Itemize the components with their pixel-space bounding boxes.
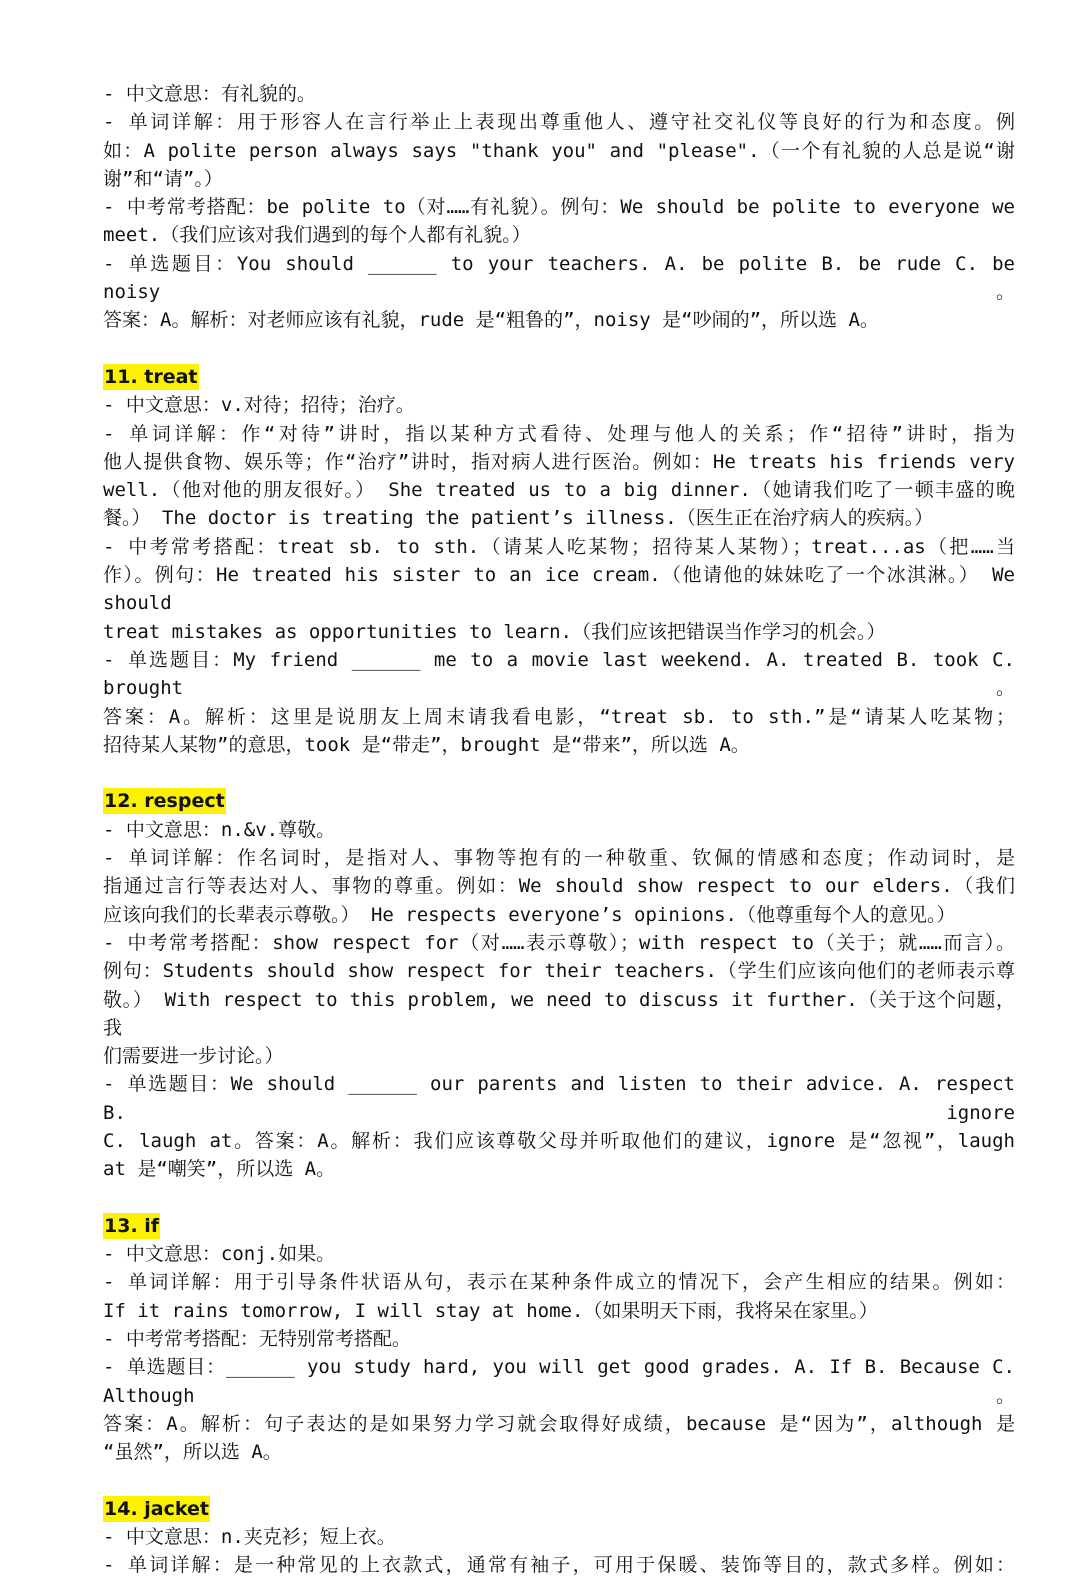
text-line: at 是“嘲笑”，所以选 A。 bbox=[103, 1158, 336, 1181]
document-page bbox=[103, 80, 1027, 1580]
text-line: 指通过言行等表达对人、事物的尊重。例如：We should show respect to our elders.（我们 bbox=[103, 875, 1015, 898]
text-line: 餐。） The doctor is treating the patient’s illness.（医生正在治疗病人的疾病。） bbox=[103, 507, 934, 530]
text-line: well.（他对他的朋友很好。） She treated us to a big dinner.（她请我们吃了一顿丰盛的晚 bbox=[103, 479, 1015, 502]
text-line: - 中考常考搭配：无特别常考搭配。 bbox=[103, 1328, 411, 1351]
text-line: “虽然”，所以选 A。 bbox=[103, 1441, 282, 1464]
text-line: 们需要进一步讨论。） bbox=[103, 1045, 284, 1068]
text-line: - 单词详解：作名词时，是指对人、事物等抱有的一种敬重、钦佩的情感和态度；作动词时，是 bbox=[103, 847, 1015, 870]
text-line: meet.（我们应该对我们遇到的每个人都有礼貌。） bbox=[103, 224, 531, 247]
section-gap bbox=[103, 335, 1015, 363]
vocab-heading bbox=[103, 787, 1015, 815]
text-line: 答案：A。解析：句子表达的是如果努力学习就会取得好成绩，because 是“因为”，although 是 bbox=[103, 1412, 1016, 1435]
text-line: 应该向我们的长辈表示尊敬。） He respects everyone’s opinions.（他尊重每个人的意见。） bbox=[103, 903, 956, 926]
text-line: - 中考常考搭配：treat sb. to sth.（请某人吃某物；招待某人某物）；treat...as（把……当 bbox=[103, 535, 1015, 558]
text-line: 招待某人某物”的意思，took 是“带走”，brought 是“带来”，所以选 A。 bbox=[103, 733, 750, 756]
vocab-heading bbox=[103, 363, 1015, 391]
vocab-heading bbox=[103, 1495, 1015, 1523]
text-line: - 单词详解：作“对待”讲时，指以某种方式看待、处理与他人的关系；作“招待”讲时，指为 bbox=[103, 422, 1015, 445]
text-line: 作）。例句：He treated his sister to an ice cream.（他请他的妹妹吃了一个冰淇淋。） We should bbox=[103, 564, 1027, 615]
highlighted-word-title: 14. jacket bbox=[104, 1497, 209, 1520]
text-line: 敬。） With respect to this problem, we need to discuss it further.（关于这个问题，我 bbox=[103, 988, 1015, 1039]
text-line: - 单词详解：用于形容人在言行举止上表现出尊重他人、遵守社交礼仪等良好的行为和态度。例 bbox=[103, 111, 1015, 134]
text-line: 谢”和“请”。） bbox=[103, 167, 223, 190]
text-line: - 单选题目：You should ______ to your teachers. A. be polite B. be rude C. be noisy。 bbox=[103, 252, 1027, 304]
text-line: 他人提供食物、娱乐等；作“治疗”讲时，指对病人进行医治。例如：He treats his friends very bbox=[103, 450, 1015, 473]
text-line: - 单词详解：是一种常见的上衣款式，通常有袖子，可用于保暖、装饰等目的，款式多样。例如： bbox=[103, 1554, 1015, 1577]
text-line: - 中文意思：有礼貌的。 bbox=[103, 83, 316, 105]
text-line: 答案：A。解析：对老师应该有礼貌，rude 是“粗鲁的”，noisy 是“吵闹的”，所以选 A。 bbox=[103, 309, 879, 332]
section-gap bbox=[103, 1184, 1015, 1212]
text-line: - 单选题目：______ you study hard, you will get good grades. A. If B. Because C. Although。 bbox=[103, 1356, 1027, 1407]
text-line: - 单选题目：My friend ______ me to a movie last weekend. A. treated B. took C. brought。 bbox=[103, 648, 1027, 700]
text-line: - 单选题目：We should ______ our parents and listen to their advice. A. respect B. ignore bbox=[103, 1073, 1027, 1124]
text-line: - 中考常考搭配：show respect for（对……表示尊敬）；with respect to（关于；就……而言）。 bbox=[103, 931, 1015, 954]
text-line: 例句：Students should show respect for their teachers.（学生们应该向他们的老师表示尊 bbox=[103, 960, 1015, 983]
text-line: If it rains tomorrow, I will stay at home.（如果明天下雨，我将呆在家里。） bbox=[103, 1299, 878, 1322]
text-line: - 中文意思：v.对待；招待；治疗。 bbox=[103, 394, 415, 417]
highlighted-word-title: 13. if bbox=[104, 1214, 160, 1237]
section-gap bbox=[103, 1467, 1015, 1495]
highlighted-word-title: 11. treat bbox=[104, 365, 198, 388]
text-line: - 中文意思：n.夹克衫；短上衣。 bbox=[103, 1526, 396, 1549]
text-line: - 单词详解：用于引导条件状语从句，表示在某种条件成立的情况下，会产生相应的结果。例如： bbox=[103, 1271, 1015, 1294]
text-line: - 中文意思：conj.如果。 bbox=[103, 1243, 336, 1266]
highlighted-word-title: 12. respect bbox=[104, 790, 225, 813]
text-line: C. laugh at。答案：A。解析：我们应该尊敬父母并听取他们的建议，ignore 是“忽视”，laugh bbox=[103, 1129, 1015, 1152]
text-line: 如：A polite person always says "thank you" and "please".（一个有礼貌的人总是说“谢 bbox=[103, 139, 1015, 162]
text-line: 答案：A。解析：这里是说朋友上周末请我看电影，“treat sb. to sth.”是“请某人吃某物； bbox=[103, 705, 1015, 728]
text-line: - 中考常考搭配：be polite to（对……有礼貌）。例句：We should be polite to everyone we bbox=[103, 196, 1015, 219]
text-line: - 中文意思：n.&v.尊敬。 bbox=[103, 818, 336, 841]
text-line: treat mistakes as opportunities to learn.（我们应该把错误当作学习的机会。） bbox=[103, 620, 886, 643]
vocab-heading bbox=[103, 1212, 1015, 1240]
section-gap bbox=[103, 759, 1015, 787]
